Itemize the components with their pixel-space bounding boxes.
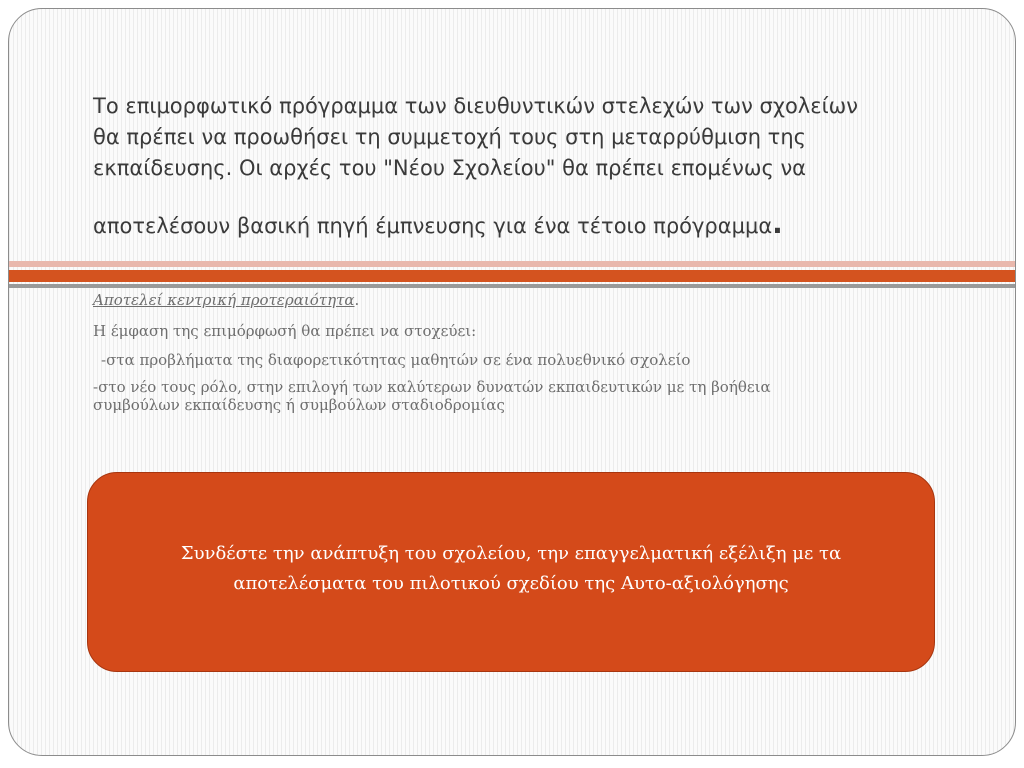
callout-box xyxy=(87,472,935,672)
bullet-item-1: -στα προβλήματα της διαφορετικότητας μαθητών σε ένα πολυεθνικό σχολείο xyxy=(101,351,691,369)
divider-band-pink xyxy=(9,261,1016,267)
body-heading xyxy=(93,289,973,311)
title-period: . xyxy=(772,207,783,240)
divider-band-orange xyxy=(9,270,1016,282)
body-text xyxy=(93,289,973,421)
slide-title xyxy=(93,91,953,242)
title-line-1: Το επιμορφωτικό πρόγραμμα των διευθυντικών στελεχών των σχολείων xyxy=(93,94,859,118)
callout-line-1: Συνδέστε την ανάπτυξη του σχολείου, την επαγγελματική εξέλιξη με τα xyxy=(180,543,842,564)
body-intro: Η έμφαση της επιμόρφωσή θα πρέπει να στοχεύει: xyxy=(93,322,477,340)
title-line-3: εκπαίδευσης. Οι αρχές του "Νέου Σχολείου" θα πρέπει επομένως να xyxy=(93,156,807,180)
title-line-2: θα πρέπει να προωθήσει τη συμμετοχή τους στη μεταρρύθμιση της xyxy=(93,125,806,149)
body-heading-text: Αποτελεί κεντρική προτεραιότητα xyxy=(93,291,355,309)
callout-text xyxy=(106,539,916,599)
bullet-item-2-line-2: συμβούλων εκπαίδευσης ή συμβούλων σταδιοδρομίας xyxy=(93,396,505,414)
title-line-4: αποτελέσουν βασική πηγή έμπνευσης για ένα τέτοιο πρόγραμμα xyxy=(93,214,773,238)
bullet-item-2-line-1: -στο νέο τους ρόλο, στην επιλογή των καλύτερων δυνατών εκπαιδευτικών με τη βοήθεια xyxy=(93,378,771,396)
body-heading-suffix: . xyxy=(354,291,360,309)
title-gap xyxy=(93,184,953,208)
divider-band-gray xyxy=(9,284,1016,288)
divider-bands xyxy=(9,261,1016,288)
callout-line-2: αποτελέσματα του πιλοτικού σχεδίου της Αυτο-αξιολόγησης xyxy=(233,573,789,594)
bullet-item-2 xyxy=(93,378,973,414)
